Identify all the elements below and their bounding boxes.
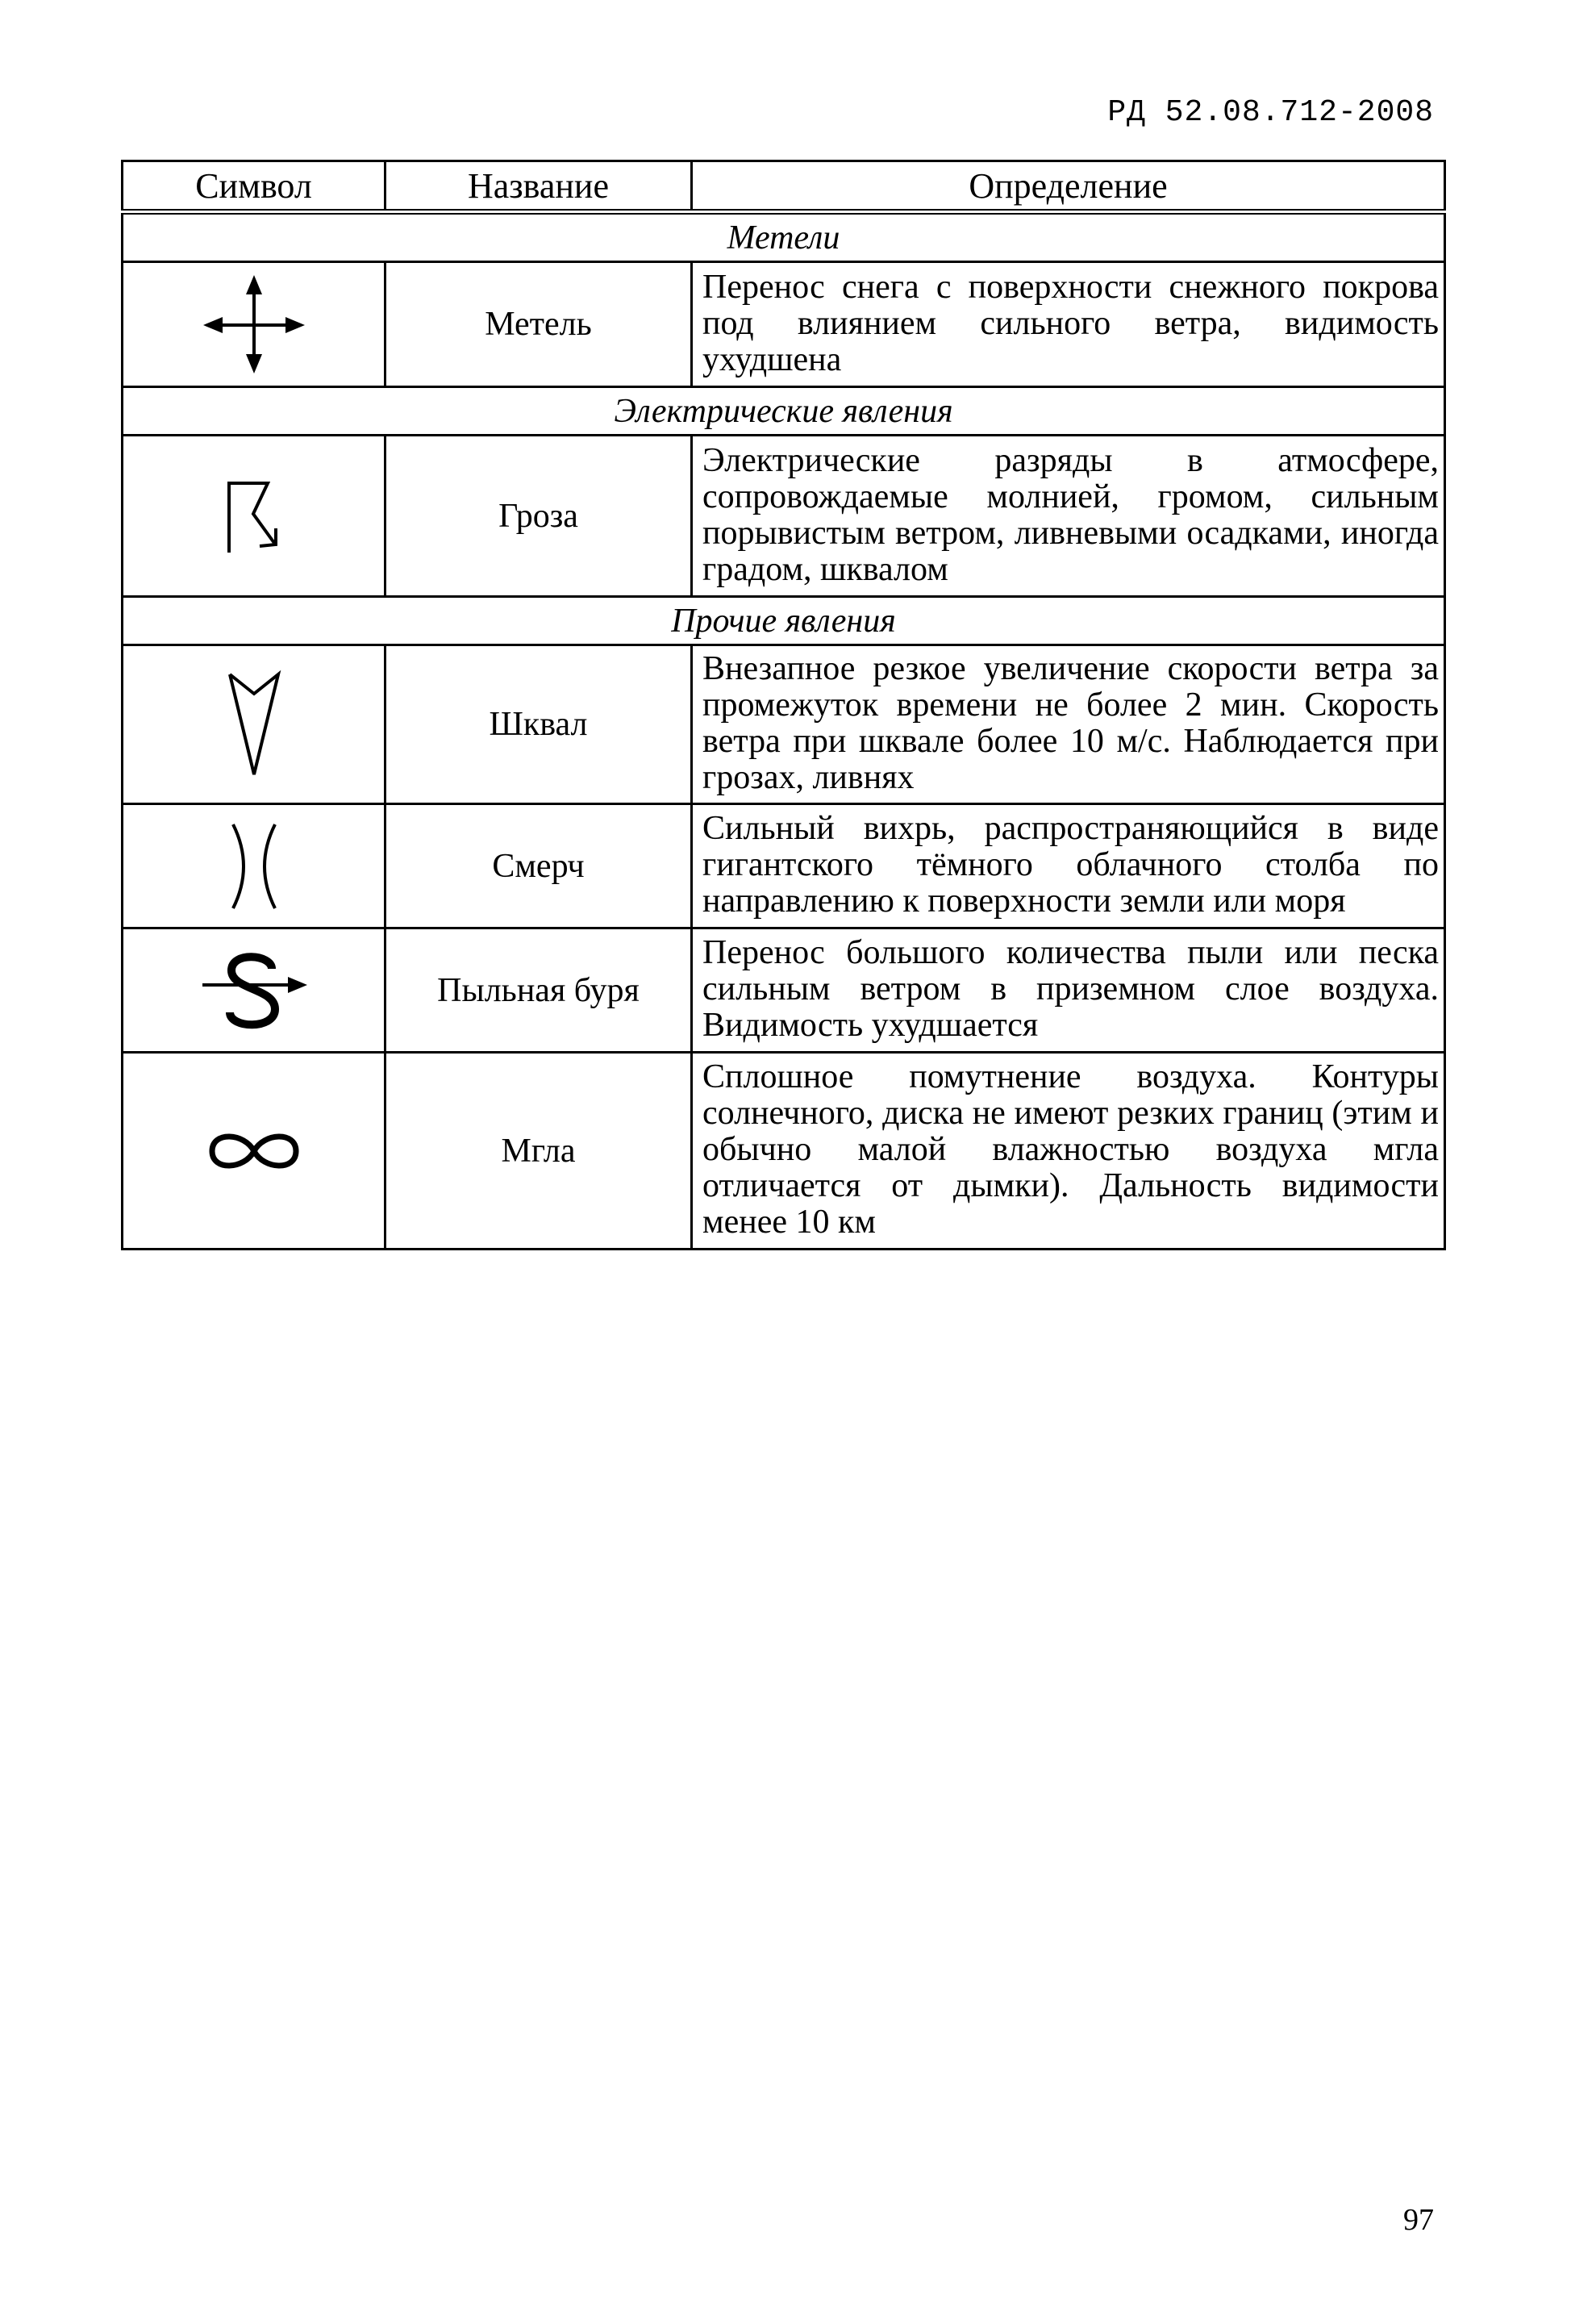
symbol-cell <box>123 928 385 1053</box>
tornado-symbol-icon <box>222 818 286 915</box>
thunderstorm-symbol-icon <box>218 472 290 561</box>
document-code: РД 52.08.712-2008 <box>1107 95 1434 130</box>
table-row <box>123 1053 1445 1250</box>
group-title-blizzards: Метели <box>123 212 1445 262</box>
phenomenon-definition: Внезапное резкое увеличение скорости ветра за промежуток времени не более 2 мин. Скорость ветра при шквале более 10 м/с. Наблюдается при грозах, ливнях <box>692 645 1445 804</box>
phenomenon-definition: Перенос большого количества пыли или песка сильным ветром в приземном слое воздуха. Видимость ухудшается <box>692 928 1445 1053</box>
group-row <box>123 212 1445 262</box>
phenomenon-name: Метель <box>385 262 692 387</box>
column-header-definition: Определение <box>692 161 1445 212</box>
phenomenon-name: Смерч <box>385 804 692 928</box>
table-row <box>123 436 1445 597</box>
phenomenon-name: Пыльная буря <box>385 928 692 1053</box>
group-title-other: Прочие явления <box>123 597 1445 645</box>
squall-symbol-icon <box>222 668 286 781</box>
table-row <box>123 645 1445 804</box>
group-row <box>123 387 1445 436</box>
column-header-symbol: Символ <box>123 161 385 212</box>
symbol-cell <box>123 436 385 597</box>
haze-symbol-icon <box>206 1123 302 1179</box>
phenomenon-name: Мгла <box>385 1053 692 1250</box>
phenomenon-name: Гроза <box>385 436 692 597</box>
table-row <box>123 804 1445 928</box>
duststorm-symbol-icon <box>198 946 310 1035</box>
group-row <box>123 597 1445 645</box>
blizzard-symbol-icon <box>202 272 306 377</box>
phenomenon-definition: Сплошное помутнение воздуха. Контуры солнечного, диска не имеют резких границ (этим и обычно малой влажностью воздуха мгла отличается от дымки). Дальность видимости менее 10 км <box>692 1053 1445 1250</box>
page-number: 97 <box>1403 2203 1434 2237</box>
symbol-cell <box>123 262 385 387</box>
table-row <box>123 928 1445 1053</box>
phenomenon-definition: Электрические разряды в атмосфере, сопровождаемые молнией, громом, сильным порывистым ветром, ливневыми осадками, иногда градом, шквалом <box>692 436 1445 597</box>
phenomena-table <box>121 160 1446 1250</box>
phenomenon-definition: Перенос снега с поверхности снежного покрова под влиянием сильного ветра, видимость ухудшена <box>692 262 1445 387</box>
table-row <box>123 262 1445 387</box>
group-title-electrical: Электрические явления <box>123 387 1445 436</box>
phenomenon-definition: Сильный вихрь, распространяющийся в виде гигантского тёмного облачного столба по направлению к поверхности земли или моря <box>692 804 1445 928</box>
symbol-cell <box>123 645 385 804</box>
phenomenon-name: Шквал <box>385 645 692 804</box>
column-header-name: Название <box>385 161 692 212</box>
symbol-cell <box>123 1053 385 1250</box>
symbol-cell <box>123 804 385 928</box>
table-header-row <box>123 161 1445 212</box>
